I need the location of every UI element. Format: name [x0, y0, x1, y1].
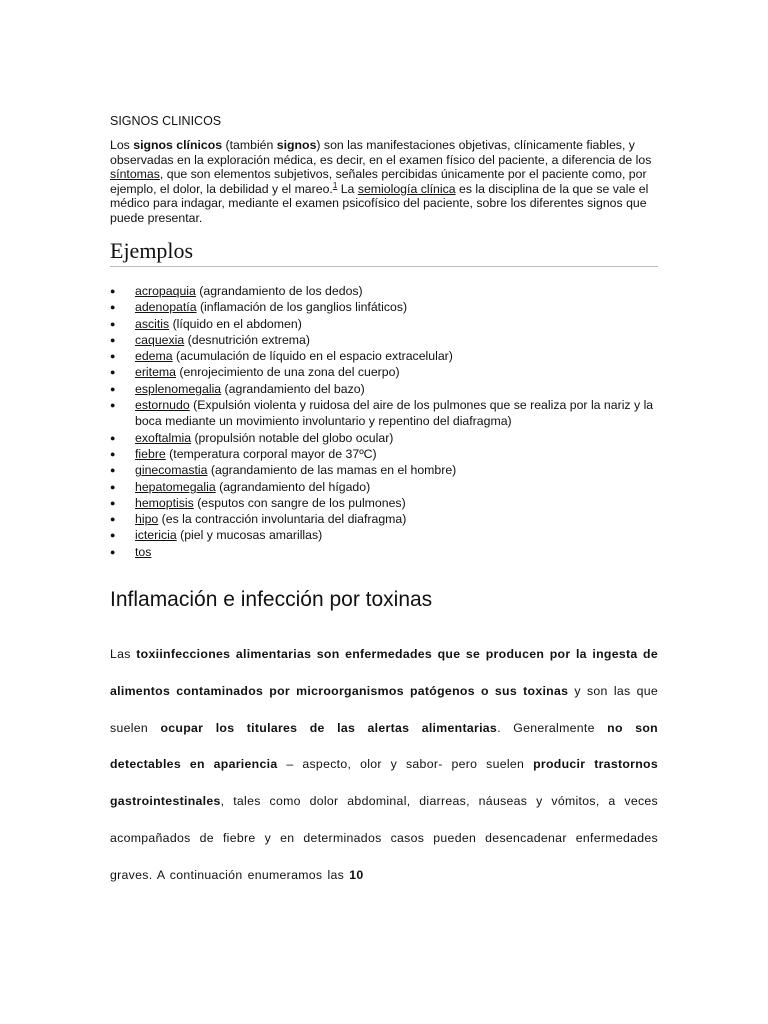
- example-description: (inflamación de los ganglios linfáticos): [196, 300, 408, 315]
- section-heading-inflamacion: Inflamación e infección por toxinas: [110, 588, 433, 611]
- example-description: (piel y mucosas amarillas): [176, 528, 323, 543]
- text-run: , tales como dolor abdominal, diarreas, náuseas y vómitos, a veces acompañados de fiebre y en determinados casos pueden desencadenar enfermedades graves. A continuación enumeramos las: [110, 794, 658, 882]
- example-description: (Expulsión violenta y ruidosa del aire de los pulmones que se realiza por la nariz y la boca mediante un movimiento involuntario y repentino del diafragma): [135, 398, 654, 429]
- example-term-link[interactable]: adenopatía: [135, 300, 197, 315]
- example-description: (líquido en el abdomen): [169, 316, 302, 331]
- bold-term: signos clínicos: [133, 138, 223, 152]
- intro-paragraph: [110, 138, 660, 226]
- example-description: (desnutrición extrema): [184, 332, 310, 347]
- bullet-icon: ●: [110, 514, 116, 525]
- link-semiologia-clinica[interactable]: semiología clínica: [357, 181, 456, 196]
- text-run: y son las que suelen: [110, 683, 658, 735]
- text-run: (también: [222, 138, 277, 152]
- section-heading-ejemplos: Ejemplos: [110, 238, 658, 267]
- text-run: – aspecto, olor y sabor- pero suelen: [277, 757, 534, 772]
- example-term-link[interactable]: ictericia: [135, 528, 177, 543]
- example-term-link[interactable]: caquexia: [135, 332, 185, 347]
- text-run: , que son elementos subjetivos, señales percibidas únicamente por el paciente como, por ejemplo, el dolor, la debilidad y el mareo.: [110, 167, 647, 196]
- link-sintomas[interactable]: síntomas: [110, 167, 160, 182]
- example-term-link[interactable]: fiebre: [135, 446, 166, 461]
- bullet-icon: ●: [110, 400, 116, 411]
- example-description: (agrandamiento de los dedos): [195, 284, 363, 298]
- example-term-link[interactable]: hemoptisis: [135, 495, 194, 510]
- bullet-icon: ●: [110, 448, 116, 459]
- example-term-link[interactable]: eritema: [135, 365, 177, 380]
- bold-run: producir trastornos gastrointestinales: [110, 757, 659, 809]
- list-item: [110, 527, 662, 543]
- text-run: Los: [110, 138, 134, 152]
- bullet-icon: ●: [110, 367, 116, 378]
- bold-run: 10: [349, 867, 364, 882]
- list-item: [110, 332, 662, 348]
- example-term-link[interactable]: edema: [135, 349, 173, 364]
- bullet-icon: ●: [110, 465, 116, 476]
- list-item: [110, 283, 662, 299]
- text-run: Las: [110, 647, 137, 661]
- list-item: [110, 364, 662, 380]
- list-item: [110, 316, 662, 332]
- list-item: [110, 381, 662, 397]
- example-description: (esputos con sangre de los pulmones): [193, 495, 406, 510]
- list-item: [110, 479, 662, 495]
- examples-list: [110, 283, 662, 560]
- example-term-link[interactable]: hipo: [135, 512, 159, 527]
- text-run: es la disciplina de la que se vale el médico para indagar, mediante el examen psicofísico del paciente, sobre los diferentes signos que puede presentar.: [110, 181, 649, 225]
- example-description: (acumulación de líquido en el espacio extracelular): [172, 349, 453, 364]
- list-item: [110, 348, 662, 364]
- bullet-icon: ●: [110, 351, 116, 362]
- example-term-link[interactable]: ginecomastia: [135, 463, 208, 478]
- bold-run: toxiinfecciones alimentarias son enfermedades que se producen por la ingesta de alimentos contaminados por microorganismos patógenos o sus toxinas: [110, 647, 659, 698]
- example-description: (agrandamiento del hígado): [215, 479, 371, 494]
- bullet-icon: ●: [110, 497, 116, 508]
- example-term-link[interactable]: exoftalmia: [135, 430, 192, 445]
- bullet-icon: ●: [110, 481, 116, 492]
- bullet-icon: ●: [110, 530, 116, 541]
- bullet-icon: ●: [110, 318, 116, 329]
- bullet-icon: ●: [110, 286, 116, 296]
- bullet-icon: ●: [110, 432, 116, 443]
- example-description: (enrojecimiento de una zona del cuerpo): [176, 365, 400, 380]
- bullet-icon: ●: [110, 383, 116, 394]
- example-term-link[interactable]: estornudo: [135, 398, 190, 413]
- bold-term: signos: [276, 138, 317, 152]
- bold-run: no son detectables en apariencia: [110, 720, 658, 772]
- example-term-link[interactable]: acropaquia: [135, 284, 196, 298]
- example-term-link[interactable]: hepatomegalia: [135, 479, 216, 494]
- toxin-paragraph: [110, 636, 658, 894]
- text-run: La: [337, 181, 358, 196]
- footnote-ref[interactable]: 1: [332, 180, 338, 190]
- list-item: [110, 397, 662, 430]
- list-item: [110, 462, 662, 478]
- list-item: [110, 495, 662, 511]
- bullet-icon: ●: [110, 334, 116, 345]
- list-item: [110, 299, 662, 315]
- example-term-link[interactable]: ascitis: [135, 316, 170, 331]
- list-item: [110, 430, 662, 446]
- example-term-link[interactable]: tos: [135, 544, 152, 559]
- bullet-icon: ●: [110, 546, 116, 557]
- list-item: [110, 511, 662, 527]
- bold-run: ocupar los titulares de las alertas alimentarias: [160, 720, 498, 735]
- list-item: [110, 446, 662, 462]
- section-heading-signos: SIGNOS CLINICOS: [110, 114, 222, 128]
- bullet-icon: ●: [110, 302, 116, 313]
- text-run: . Generalmente: [497, 720, 608, 735]
- example-description: (agrandamiento de las mamas en el hombre): [207, 463, 457, 478]
- list-item: [110, 544, 662, 560]
- text-run: ) son las manifestaciones objetivas, clínicamente fiables, y observadas en la exploración médica, es decir, en el examen físico del paciente, a diferencia de los: [110, 138, 652, 167]
- example-description: (temperatura corporal mayor de 37ºC): [165, 446, 377, 461]
- example-term-link[interactable]: esplenomegalia: [135, 381, 222, 396]
- example-description: (agrandamiento del bazo): [221, 381, 365, 396]
- example-description: (es la contracción involuntaria del diafragma): [158, 512, 407, 527]
- example-description: (propulsión notable del globo ocular): [191, 430, 394, 445]
